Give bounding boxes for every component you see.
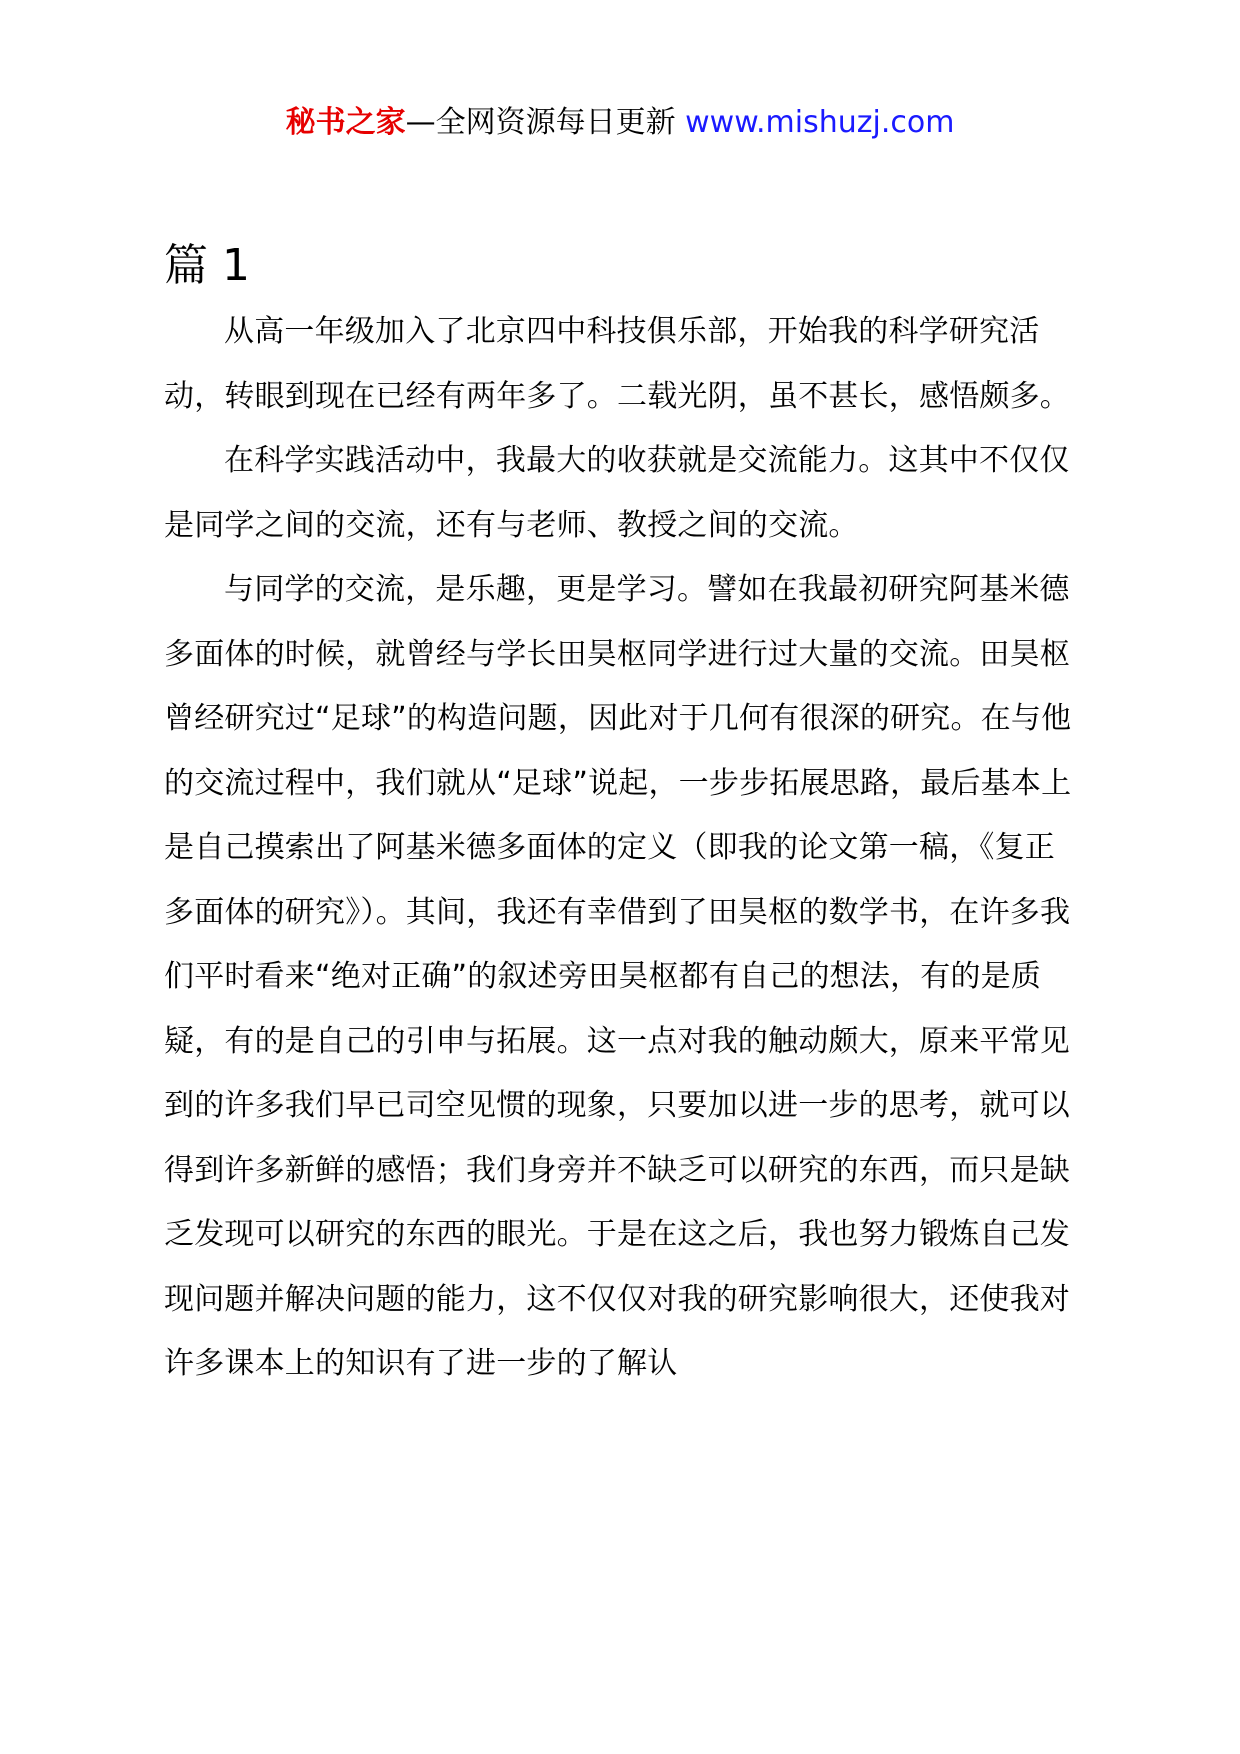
site-url-link[interactable]: www.mishuzj.com bbox=[685, 105, 955, 140]
paragraph-1: 从高一年级加入了北京四中科技俱乐部，开始我的科学研究活动，转眼到现在已经有两年多了。二载光阴，虽不甚长，感悟颇多。 bbox=[164, 314, 1070, 414]
paragraph-2: 在科学实践活动中，我最大的收获就是交流能力。这其中不仅仅是同学之间的交流，还有与老师、教授之间的交流。 bbox=[164, 443, 1070, 543]
section-title: 篇 1 bbox=[164, 240, 250, 291]
brand-name: 秘书之家 bbox=[285, 105, 406, 140]
page-header bbox=[0, 103, 1240, 143]
header-tagline: —全网资源每日更新 bbox=[405, 105, 676, 140]
document-body bbox=[164, 238, 1084, 1397]
paragraph-3: 与同学的交流，是乐趣，更是学习。譬如在我最初研究阿基米德多面体的时候，就曾经与学长田昊枢同学进行过大量的交流。田昊枢曾经研究过“足球”的构造问题，因此对于几何有很深的研究。在与他的交流过程中，我们就从“足球”说起，一步步拓展思路，最后基本上是自己摸索出了阿基米德多面体的定义（即我的论文第一稿，《复正多面体的研究》）。其间，我还有幸借到了田昊枢的数学书，在许多我们平时看来“绝对正确”的叙述旁田昊枢都有自己的想法，有的是质疑，有的是自己的引申与拓展。这一点对我的触动颇大，原来平常见到的许多我们早已司空见惯的现象，只要加以进一步的思考，就可以得到许多新鲜的感悟；我们身旁并不缺乏可以研究的东西，而只是缺乏发现可以研究的东西的眼光。于是在这之后，我也努力锻炼自己发现问题并解决问题的能力，这不仅仅对我的研究影响很大，还使我对许多课本上的知识有了进一步的了解认 bbox=[164, 572, 1072, 1381]
